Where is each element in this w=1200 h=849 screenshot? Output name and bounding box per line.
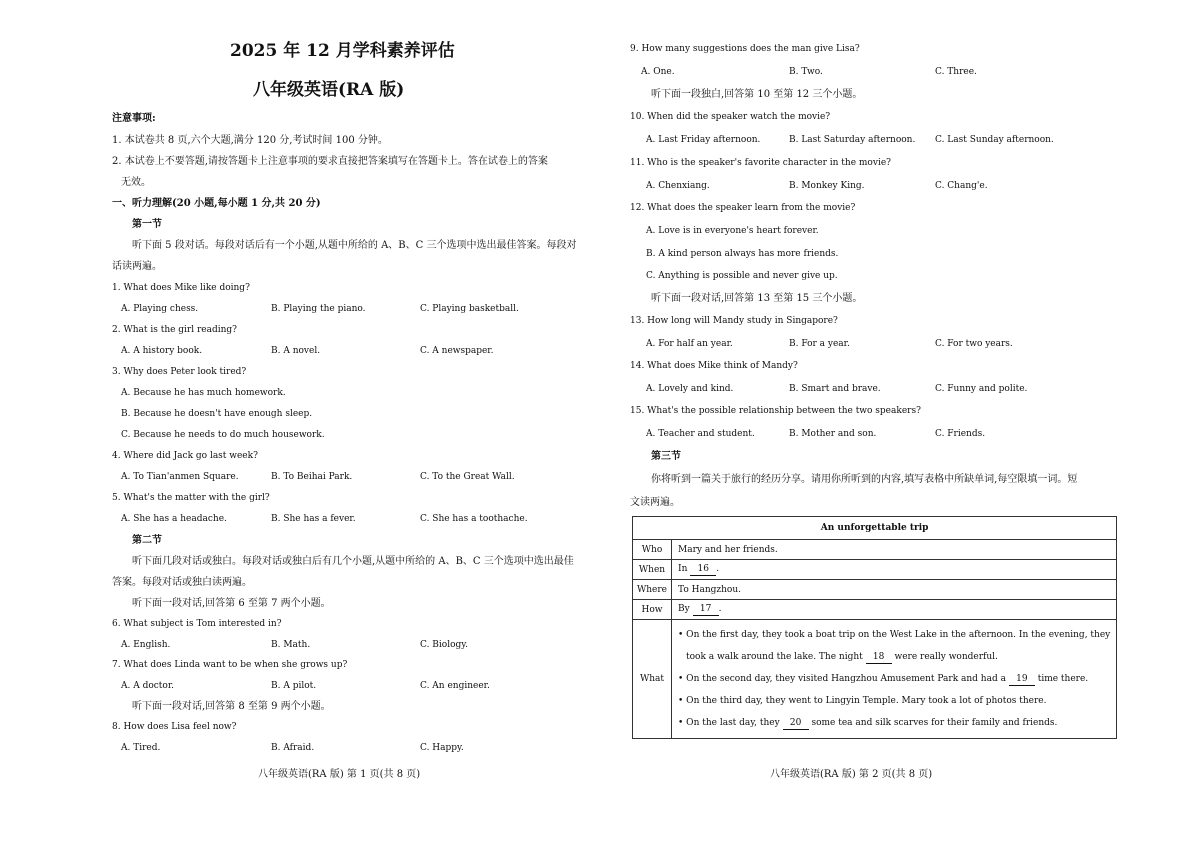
question-1-stem: 1. What does Mike like doing? [112,283,250,293]
question-6-stem: 6. What subject is Tom interested in? [112,619,282,629]
question-12-option-b: B. A kind person always has more friends. [646,249,839,259]
question-10-option-a: A. Last Friday afternoon. [646,135,761,145]
question-3-option-c: C. Because he needs to do much housework. [121,430,325,440]
table-value-who: Mary and her friends. [672,540,1117,560]
notes-item-2-cont: 无效。 [121,177,151,188]
table-value-where: To Hangzhou. [672,580,1117,600]
question-3-option-a: A. Because he has much homework. [121,388,286,398]
table-value-when [672,560,1117,580]
notes-item-1: 1. 本试卷共 8 页,六个大题,满分 120 分,考试时间 100 分钟。 [112,135,388,146]
table-key-who: Who [633,540,672,560]
question-9-option-b: B. Two. [789,67,823,77]
how-prefix: By [678,603,690,614]
question-8-stem: 8. How does Lisa feel now? [112,722,237,732]
dialogue-13-15-instruction: 听下面一段对话,回答第 13 至第 15 三个小题。 [651,293,863,304]
question-7-option-b: B. A pilot. [271,681,317,691]
dialogue-6-7-instruction: 听下面一段对话,回答第 6 至第 7 两个小题。 [132,598,331,609]
what-line-5-suffix: some tea and silk scarves for their family and friends. [811,718,1058,728]
footer-right: 八年级英语(RA 版) 第 2 页(共 8 页) [770,769,933,780]
monologue-10-12-instruction: 听下面一段独白,回答第 10 至第 12 三个小题。 [651,89,863,100]
what-line-3 [678,668,1110,690]
table-value-what [672,620,1117,739]
table-row-who [633,540,1117,560]
section1-heading: 第一节 [132,219,162,230]
when-prefix: In [678,563,688,574]
when-suffix: . [716,563,720,574]
footer-left: 八年级英语(RA 版) 第 1 页(共 8 页) [258,769,421,780]
question-5-option-b: B. She has a fever. [271,514,356,524]
question-11-stem: 11. Who is the speaker's favorite character in the movie? [630,158,891,168]
question-3-stem: 3. Why does Peter look tired? [112,367,247,377]
blank-16[interactable]: 16 [690,564,716,576]
what-line-4: • On the third day, they went to Lingyin Temple. Mary took a lot of photos there. [678,696,1047,706]
question-13-option-c: C. For two years. [935,339,1013,349]
question-15-option-a: A. Teacher and student. [646,429,755,439]
question-2-option-a: A. A history book. [121,346,203,356]
what-line-2-prefix: took a walk around the lake. The night [686,652,863,662]
question-9-option-a: A. One. [641,67,675,77]
question-7-option-c: C. An engineer. [420,681,490,691]
question-14-option-b: B. Smart and brave. [789,384,881,394]
question-7-stem: 7. What does Linda want to be when she grows up? [112,660,348,670]
question-14-option-c: C. Funny and polite. [935,384,1028,394]
section2-instructions-cont: 答案。每段对话或独白读两遍。 [112,577,252,588]
question-15-option-b: B. Mother and son. [789,429,877,439]
question-3-option-b: B. Because he doesn't have enough sleep. [121,409,313,419]
question-6-option-b: B. Math. [271,640,311,650]
section3-instructions: 你将听到一篇关于旅行的经历分享。请用你所听到的内容,填写表格中所缺单词,每空限填一词。短 [651,474,1078,485]
notes-heading: 注意事项: [112,113,156,124]
question-11-option-b: B. Monkey King. [789,181,865,191]
table-row-what [633,620,1117,739]
exam-title: 2025 年 12 月学科素养评估 [230,41,455,61]
table-row-when [633,560,1117,580]
what-line-5-prefix: • On the last day, they [678,718,780,728]
question-2-option-c: C. A newspaper. [420,346,494,356]
question-5-option-a: A. She has a headache. [121,514,227,524]
question-8-option-a: A. Tired. [121,743,161,753]
blank-18[interactable]: 18 [866,652,892,664]
question-14-stem: 14. What does Mike think of Mandy? [630,361,798,371]
question-2-stem: 2. What is the girl reading? [112,325,237,335]
question-8-option-b: B. Afraid. [271,743,315,753]
question-15-option-c: C. Friends. [935,429,986,439]
how-suffix: . [718,603,722,614]
table-value-how [672,600,1117,620]
dialogue-8-9-instruction: 听下面一段对话,回答第 8 至第 9 两个小题。 [132,701,331,712]
blank-20[interactable]: 20 [783,718,809,730]
section1-instructions-cont: 话读两遍。 [112,261,162,272]
question-12-stem: 12. What does the speaker learn from the movie? [630,203,856,213]
question-13-stem: 13. How long will Mandy study in Singapore? [630,316,838,326]
trip-table [632,516,1117,739]
question-12-option-a: A. Love is in everyone's heart forever. [646,226,819,236]
question-10-stem: 10. When did the speaker watch the movie? [630,112,831,122]
section2-heading: 第二节 [132,535,162,546]
table-key-when: When [633,560,672,580]
question-9-option-c: C. Three. [935,67,977,77]
section2-instructions: 听下面几段对话或独白。每段对话或独白后有几个小题,从题中所给的 A、B、C 三个选项中选出最佳 [132,556,574,567]
question-11-option-a: A. Chenxiang. [646,181,710,191]
question-1-option-c: C. Playing basketball. [420,304,519,314]
notes-item-2: 2. 本试卷上不要答题,请按答题卡上注意事项的要求直接把答案填写在答题卡上。答在试卷上的答案 [112,156,548,167]
table-key-what: What [633,620,672,739]
section3-instructions-cont: 文读两遍。 [630,497,680,508]
question-4-stem: 4. Where did Jack go last week? [112,451,258,461]
what-line-2-suffix: were really wonderful. [894,652,998,662]
question-10-option-b: B. Last Saturday afternoon. [789,135,916,145]
section3-heading: 第三节 [651,451,681,462]
question-11-option-c: C. Chang'e. [935,181,988,191]
what-line-5 [678,712,1110,734]
what-line-2 [678,646,1110,668]
table-row-where [633,580,1117,600]
question-13-option-b: B. For a year. [789,339,850,349]
question-4-option-a: A. To Tian'anmen Square. [121,472,239,482]
table-key-how: How [633,600,672,620]
question-5-option-c: C. She has a toothache. [420,514,528,524]
blank-19[interactable]: 19 [1009,674,1035,686]
part1-heading: 一、听力理解(20 小题,每小题 1 分,共 20 分) [112,198,321,209]
what-line-3-suffix: time there. [1037,674,1089,684]
what-line-1: • On the first day, they took a boat trip on the West Lake in the afternoon. In the evening, they [678,630,1111,640]
exam-subtitle: 八年级英语(RA 版) [253,80,405,100]
question-5-stem: 5. What's the matter with the girl? [112,493,270,503]
question-1-option-a: A. Playing chess. [121,304,199,314]
question-6-option-c: C. Biology. [420,640,469,650]
question-8-option-c: C. Happy. [420,743,464,753]
blank-17[interactable]: 17 [693,604,719,616]
question-4-option-b: B. To Beihai Park. [271,472,353,482]
question-2-option-b: B. A novel. [271,346,321,356]
question-10-option-c: C. Last Sunday afternoon. [935,135,1054,145]
question-15-stem: 15. What's the possible relationship between the two speakers? [630,406,921,416]
table-caption: An unforgettable trip [633,517,1117,540]
what-line-3-prefix: • On the second day, they visited Hangzhou Amusement Park and had a [678,674,1006,684]
question-1-option-b: B. Playing the piano. [271,304,366,314]
question-7-option-a: A. A doctor. [121,681,175,691]
question-14-option-a: A. Lovely and kind. [646,384,734,394]
question-13-option-a: A. For half an year. [646,339,733,349]
table-row-how [633,600,1117,620]
question-9-stem: 9. How many suggestions does the man give Lisa? [630,44,860,54]
question-6-option-a: A. English. [121,640,171,650]
section1-instructions: 听下面 5 段对话。每段对话后有一个小题,从题中所给的 A、B、C 三个选项中选出最佳答案。每段对 [132,240,577,251]
table-key-where: Where [633,580,672,600]
question-12-option-c: C. Anything is possible and never give up. [646,271,838,281]
question-4-option-c: C. To the Great Wall. [420,472,515,482]
